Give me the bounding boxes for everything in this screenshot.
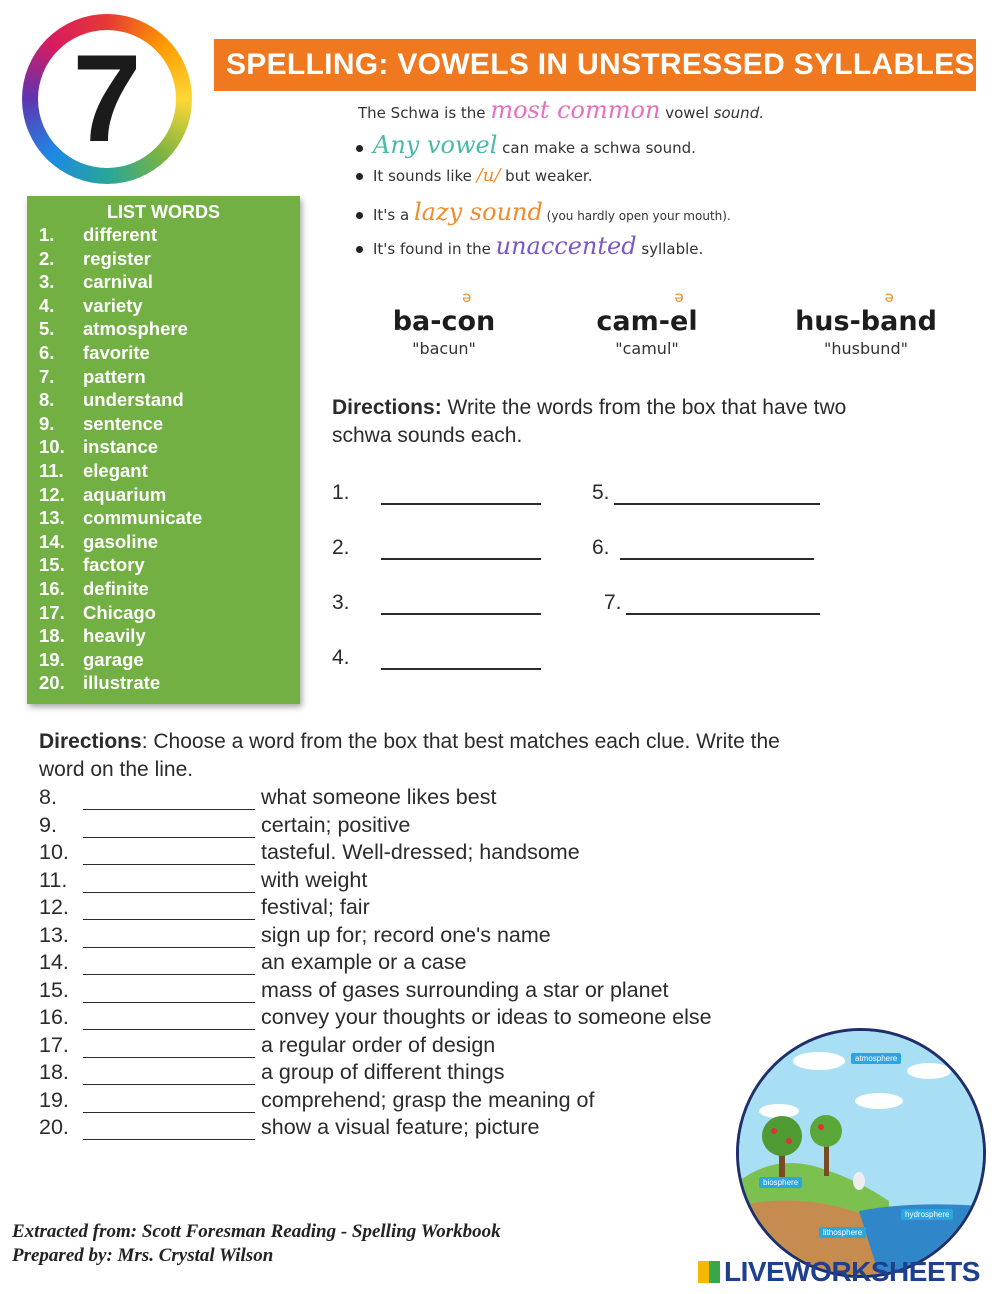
answer-line[interactable] — [83, 844, 255, 865]
lesson-badge — [22, 14, 192, 184]
schwa-bullet: It's found in the unaccented syllable. — [356, 232, 703, 260]
clue-row — [39, 1088, 594, 1113]
bullet-icon — [356, 145, 363, 152]
answer-line[interactable] — [83, 789, 255, 810]
answer-blank-6[interactable]: 6. — [592, 536, 814, 560]
hydrosphere-label: hydrosphere — [901, 1209, 953, 1220]
clue-number: 9. — [39, 812, 57, 837]
directions-2-line2: word on the line. — [39, 758, 194, 781]
list-word: register — [83, 247, 151, 269]
list-word-number: 6. — [39, 342, 55, 363]
clue-number: 14. — [39, 950, 69, 974]
list-word-item — [39, 602, 156, 624]
clue-text: festival; fair — [261, 895, 370, 919]
list-word-number: 5. — [39, 318, 55, 340]
bullet-icon — [356, 173, 363, 180]
list-word-item — [39, 672, 160, 694]
list-word-number: 19. — [39, 648, 65, 670]
clue-text: comprehend; grasp the meaning of — [261, 1087, 595, 1112]
answer-line[interactable] — [83, 982, 255, 1003]
example-pronunciation: "husbund" — [824, 339, 908, 358]
answer-line[interactable] — [83, 954, 255, 975]
clue-row — [39, 840, 580, 865]
answer-line[interactable] — [83, 1092, 255, 1113]
list-word-item — [39, 460, 148, 482]
list-word-number: 17. — [39, 601, 65, 623]
answer-blank-3[interactable]: 3. — [332, 591, 541, 615]
list-word: understand — [83, 389, 184, 411]
list-word: sentence — [83, 412, 164, 434]
list-word: carnival — [83, 271, 153, 293]
clue-row — [39, 923, 551, 948]
liveworksheets-icon — [698, 1261, 720, 1283]
clue-text: sign up for; record one's name — [261, 922, 551, 947]
list-word: gasoline — [83, 530, 159, 552]
clue-text: with weight — [261, 867, 368, 892]
atmosphere-label: atmosphere — [851, 1053, 901, 1064]
clue-row — [39, 868, 367, 893]
list-word: heavily — [83, 625, 146, 647]
clue-text: what someone likes best — [261, 785, 497, 809]
list-word-item — [39, 649, 144, 671]
clue-text: tasteful. Well-dressed; handsome — [261, 840, 580, 864]
clue-number: 11. — [39, 867, 68, 892]
list-word-item — [39, 318, 188, 340]
list-word-item — [39, 295, 143, 317]
clue-number: 15. — [39, 977, 69, 1002]
list-word: Chicago — [83, 601, 156, 623]
schwa-intro: The Schwa is the most common vowel sound. — [358, 96, 764, 124]
clue-number: 16. — [39, 1005, 69, 1029]
page-title: SPELLING: VOWELS IN UNSTRESSED SYLLABLES — [214, 39, 976, 91]
example-pronunciation: "bacun" — [412, 339, 476, 358]
answer-blank-7[interactable]: 7. — [604, 591, 820, 615]
answer-blank-5[interactable]: 5. — [592, 481, 820, 505]
list-word: factory — [83, 554, 145, 576]
list-words-title: LIST WORDS — [107, 202, 220, 222]
list-word: pattern — [83, 365, 146, 387]
clue-number: 20. — [39, 1115, 69, 1139]
clue-text: mass of gases surrounding a star or planet — [261, 977, 669, 1002]
clue-number: 19. — [39, 1087, 69, 1112]
list-word-number: 13. — [39, 507, 65, 529]
list-word: instance — [83, 436, 159, 458]
answer-line[interactable] — [83, 872, 255, 893]
clue-row — [39, 1060, 504, 1085]
clue-text: convey your thoughts or ideas to someone else — [261, 1005, 712, 1029]
list-word-item — [39, 554, 145, 576]
list-word-number: 12. — [39, 483, 65, 505]
clue-row — [39, 978, 669, 1003]
list-word: communicate — [83, 507, 203, 529]
clue-text: certain; positive — [261, 812, 411, 837]
list-word-item — [39, 507, 202, 529]
clue-row — [39, 950, 467, 975]
answer-line[interactable] — [83, 899, 255, 920]
clue-number: 18. — [39, 1060, 69, 1084]
clue-number: 13. — [39, 922, 69, 947]
list-word-number: 2. — [39, 247, 55, 269]
list-word: atmosphere — [83, 318, 188, 340]
clue-row — [39, 1005, 712, 1030]
clue-text: a regular order of design — [261, 1032, 496, 1057]
example-word-husband: hus-ba ə nd — [795, 288, 937, 337]
list-word-number: 8. — [39, 389, 55, 411]
clue-number: 8. — [39, 785, 57, 809]
list-word: different — [83, 224, 157, 245]
directions-1: Directions: Write the words from the box that have two — [332, 396, 847, 419]
list-word-number: 14. — [39, 530, 65, 552]
list-word-item — [39, 366, 146, 388]
answer-line[interactable] — [83, 1009, 255, 1030]
clue-text: a group of different things — [261, 1060, 505, 1084]
schwa-bullet: It sounds like /u/ but weaker. — [356, 165, 592, 186]
list-word-item — [39, 224, 157, 246]
directions-2: Directions: Choose a word from the box that best matches each clue. Write the — [39, 730, 780, 753]
list-word: favorite — [83, 342, 150, 363]
earth-spheres-illustration — [736, 1028, 986, 1278]
list-word-number: 20. — [39, 672, 65, 694]
list-word-item — [39, 531, 158, 553]
clue-number: 12. — [39, 895, 69, 919]
lithosphere-label: lithosphere — [819, 1227, 866, 1238]
list-word-item — [39, 625, 146, 647]
clue-row — [39, 1033, 495, 1058]
list-word-number: 18. — [39, 625, 65, 647]
credit-source: Extracted from: Scott Foresman Reading - Spelling Workbook — [12, 1221, 501, 1242]
list-word: definite — [83, 578, 149, 599]
biosphere-label: biosphere — [759, 1177, 802, 1188]
bullet-icon — [356, 246, 363, 253]
list-word-number: 10. — [39, 436, 65, 458]
example-pronunciation: "camul" — [615, 339, 679, 358]
list-word-item — [39, 389, 184, 411]
clue-row — [39, 785, 496, 810]
schwa-bullet: Any vowel can make a schwa sound. — [356, 131, 696, 159]
clue-row — [39, 895, 370, 920]
answer-line[interactable] — [83, 817, 255, 838]
list-word-item — [39, 436, 158, 458]
list-word: elegant — [83, 460, 148, 481]
schwa-bullet: It's a lazy sound (you hardly open your mouth). — [356, 198, 731, 226]
answer-line[interactable] — [83, 1037, 255, 1058]
list-word-item — [39, 271, 153, 293]
answer-line[interactable] — [83, 927, 255, 948]
list-word-number: 16. — [39, 578, 65, 599]
list-word: garage — [83, 648, 144, 670]
liveworksheets-logo[interactable]: LIVEWORKSHEETS — [698, 1256, 980, 1288]
list-word-item — [39, 342, 150, 364]
list-word-item — [39, 248, 151, 270]
example-word-camel: cam-e ə l — [596, 288, 698, 337]
list-word: aquarium — [83, 483, 167, 505]
list-word: illustrate — [83, 672, 161, 694]
clue-number: 10. — [39, 840, 69, 864]
list-word-item — [39, 413, 163, 435]
clue-text: an example or a case — [261, 950, 467, 974]
list-word-number: 15. — [39, 554, 65, 576]
clue-row — [39, 1115, 539, 1140]
lesson-number: 7 — [38, 30, 176, 168]
answer-line[interactable] — [83, 1064, 255, 1085]
clue-number: 17. — [39, 1032, 69, 1057]
list-word-number: 11. — [39, 460, 64, 481]
list-word-number: 7. — [39, 365, 55, 387]
list-words-box — [27, 196, 300, 704]
list-word-number: 1. — [39, 224, 55, 245]
answer-blank-2[interactable]: 2. — [332, 536, 541, 560]
example-word-bacon: ba-co ə n — [392, 288, 496, 337]
answer-blank-1[interactable]: 1. — [332, 481, 541, 505]
answer-line[interactable] — [83, 1119, 255, 1140]
list-word-number: 9. — [39, 412, 55, 434]
directions-1-line2: schwa sounds each. — [332, 424, 523, 447]
spheres-drawing — [739, 1031, 983, 1275]
list-word-number: 3. — [39, 271, 55, 293]
list-word-item — [39, 578, 149, 600]
clue-row — [39, 813, 410, 838]
clue-text: show a visual feature; picture — [261, 1115, 540, 1139]
answer-blank-4[interactable]: 4. — [332, 646, 541, 670]
credit-author: Prepared by: Mrs. Crystal Wilson — [12, 1245, 274, 1266]
list-word-number: 4. — [39, 294, 55, 316]
list-word-item — [39, 484, 166, 506]
list-word: variety — [83, 294, 143, 316]
bullet-icon — [356, 212, 363, 219]
